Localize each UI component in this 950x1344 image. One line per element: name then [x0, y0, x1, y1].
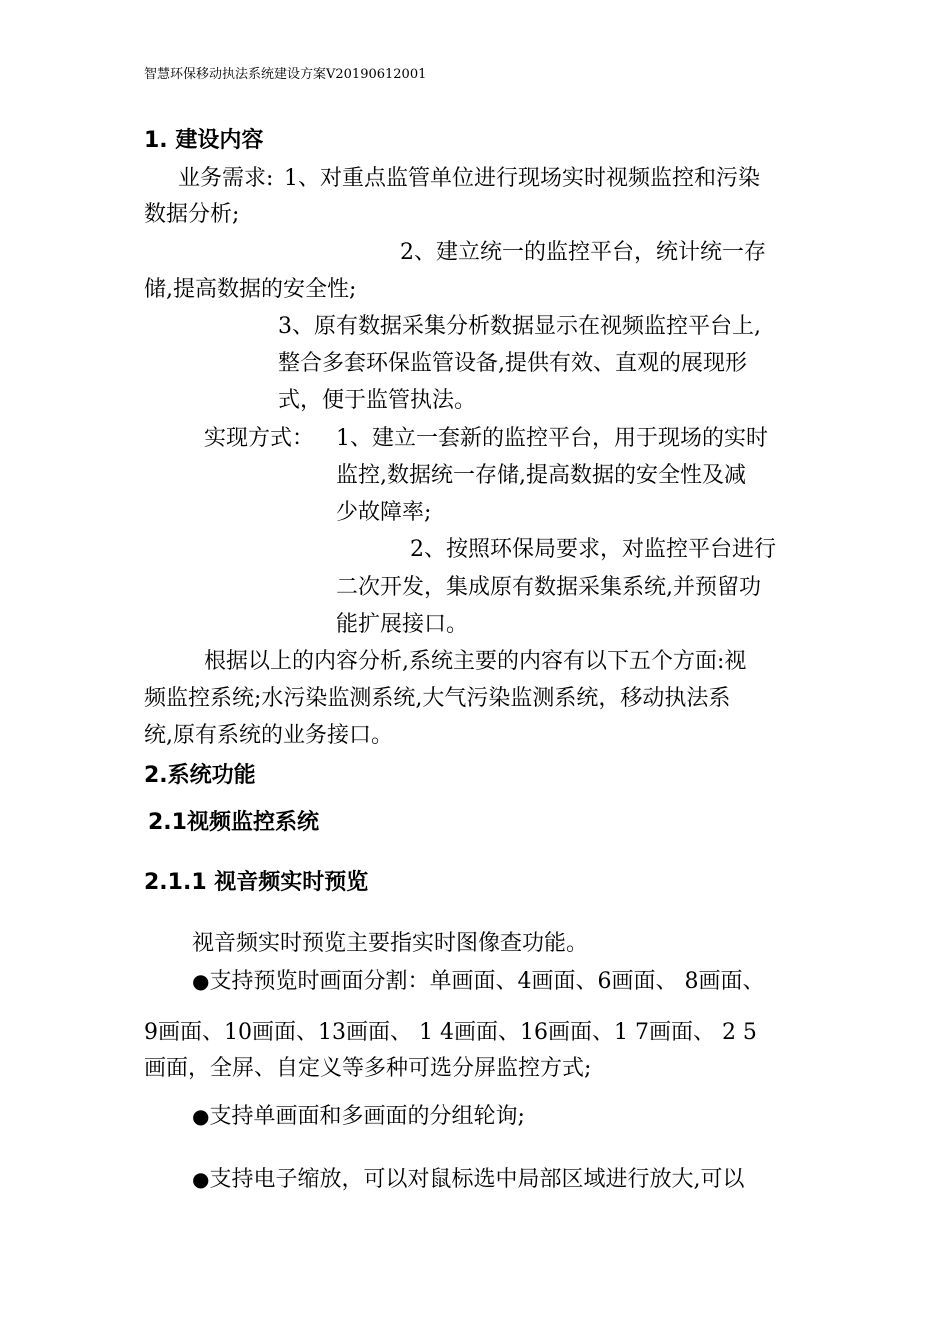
bullet-2-line [192, 1101, 525, 1132]
requirement-1-line-1: 1、对重点监管单位进行现场实时视频监控和污染 [284, 166, 760, 191]
intro-paragraph: 视音频实时预览主要指实时图像查功能。 [192, 931, 589, 956]
bullet-icon: ● [192, 1167, 210, 1191]
section-2-heading: 2.系统功能 [144, 763, 256, 788]
bullet-1-line-3: 画面，全屏、自定义等多种可选分屏监控方式; [144, 1056, 592, 1081]
implementation-2-line-1: 2、按照环保局要求，对监控平台进行 [410, 537, 776, 562]
requirements-label: 业务需求: [178, 166, 274, 191]
requirement-3-line-2: 整合多套环保监管设备,提供有效、直观的展现形 [278, 351, 747, 376]
implementation-label: 实现方式： [204, 426, 315, 451]
implementation-1-line-1: 1、建立一套新的监控平台，用于现场的实时 [336, 426, 768, 451]
requirement-2-line-2: 储,提高数据的安全性; [144, 277, 357, 302]
bullet-1-line-2: 9画面、10画面、13画面、 1 4画面、16画面、1 7画面、 2 5 [144, 1020, 757, 1045]
section-2-1-1-heading: 2.1.1 视音频实时预览 [144, 870, 369, 895]
bullet-icon: ● [192, 1104, 210, 1128]
bullet-1-line-1 [192, 966, 764, 997]
summary-line-3: 统,原有系统的业务接口。 [144, 723, 393, 748]
requirement-3-line-1: 3、原有数据采集分析数据显示在视频监控平台上, [278, 314, 761, 339]
bullet-3-text: 支持电子缩放，可以对鼠标选中局部区域进行放大,可以 [209, 1167, 745, 1192]
bullet-1-text: 支持预览时画面分割：单画面、4画面、6画面、 8画面、 [209, 969, 765, 994]
bullet-icon: ● [192, 969, 210, 993]
page-header: 智慧环保移动执法系统建设方案V20190612001 [144, 67, 427, 82]
summary-line-1: 根据以上的内容分析,系统主要的内容有以下五个方面:视 [204, 649, 747, 674]
requirement-3-line-3: 式，便于监管执法。 [278, 388, 477, 413]
implementation-1-line-2: 监控,数据统一存储,提高数据的安全性及减 [336, 463, 746, 488]
section-2-1-heading: 2.1视频监控系统 [148, 810, 319, 835]
implementation-2-line-3: 能扩展接口。 [336, 612, 469, 637]
requirement-2-line-1: 2、建立统一的监控平台，统计统一存 [400, 240, 766, 265]
section-1-heading: 1. 建设内容 [144, 128, 264, 153]
implementation-2-line-2: 二次开发，集成原有数据采集系统,并预留功 [336, 575, 761, 600]
bullet-3-line [192, 1164, 744, 1195]
bullet-2-text: 支持单画面和多画面的分组轮询; [209, 1104, 525, 1129]
implementation-1-line-3: 少故障率; [336, 500, 432, 525]
summary-line-2: 频监控系统;水污染监测系统,大气污染监测系统，移动执法系 [144, 686, 731, 711]
requirement-1-line-2: 数据分析; [144, 202, 240, 227]
